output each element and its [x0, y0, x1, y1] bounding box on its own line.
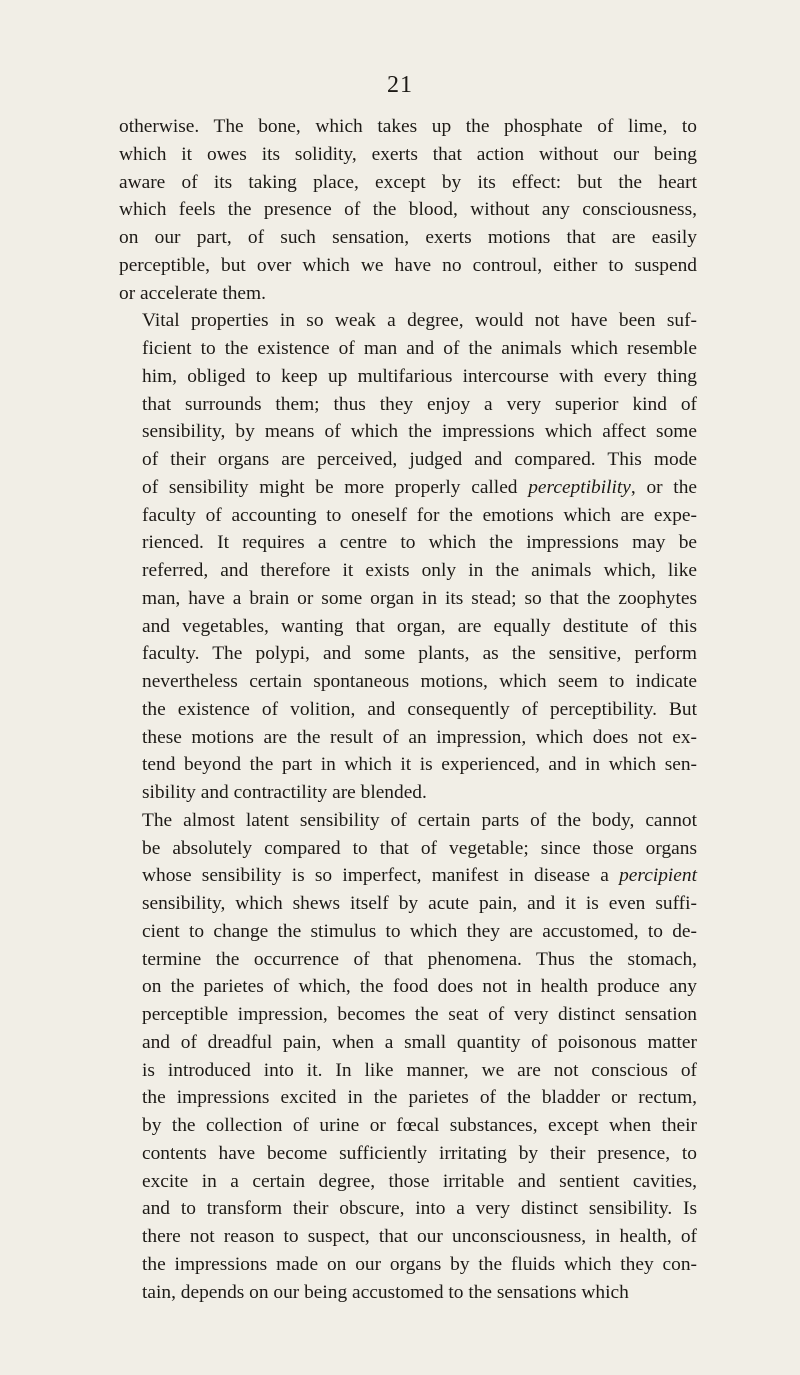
- paragraph: [119, 307, 697, 807]
- text-line: whose sensibility is so imperfect, manifest in disease a percipient: [142, 865, 697, 887]
- text-line: is introduced into it. In like manner, we are not conscious of: [142, 1059, 697, 1081]
- text-line: excite in a certain degree, those irritable and sentient cavities,: [142, 1170, 697, 1192]
- text-line: on the parietes of which, the food does not in health produce any: [142, 976, 697, 998]
- text-line: on our part, of such sensation, exerts motions that are easily: [119, 227, 697, 248]
- text-line: Vital properties in so weak a degree, would not have been suf-: [142, 310, 697, 332]
- text-line: contents have become sufficiently irritating by their presence, to: [142, 1142, 697, 1164]
- text-line: perceptible, but over which we have no controul, either to suspend: [119, 254, 697, 276]
- text-line: which it owes its solidity, exerts that action without our being: [119, 143, 697, 165]
- text-line: faculty of accounting to oneself for the emotions which are expe-: [142, 504, 697, 526]
- text-line: sibility and contractility are blended.: [142, 782, 427, 803]
- text-line: sensibility, by means of which the impressions which affect some: [142, 421, 697, 443]
- text-line: of sensibility might be more properly called perceptibility, or the: [142, 476, 697, 498]
- text-line: and of dreadful pain, when a small quantity of poisonous matter: [142, 1031, 697, 1053]
- text-line: ficient to the existence of man and of the animals which resemble: [142, 338, 697, 359]
- text-line: and to transform their obscure, into a very distinct sensibility. Is: [142, 1198, 697, 1220]
- italic-term: percipient: [619, 865, 697, 887]
- text-line: him, obliged to keep up multifarious intercourse with every thing: [142, 365, 697, 387]
- text-line: referred, and therefore it exists only in the animals which, like: [142, 560, 697, 581]
- text-line: rienced. It requires a centre to which the impressions may be: [142, 532, 697, 554]
- text-line: the impressions excited in the parietes of the bladder or rectum,: [142, 1087, 697, 1109]
- text-line: tend beyond the part in which it is experienced, and in which sen-: [142, 754, 697, 776]
- paragraph: [119, 807, 697, 1307]
- text-line: man, have a brain or some organ in its stead; so that the zoophytes: [142, 587, 697, 609]
- text-line: faculty. The polypi, and some plants, as the sensitive, perform: [142, 643, 697, 665]
- text-line: perceptible impression, becomes the seat of very distinct sensation: [142, 1004, 697, 1025]
- text-line: the impressions made on our organs by the fluids which they con-: [142, 1253, 697, 1275]
- text-line: or accelerate them.: [119, 282, 266, 304]
- text-line: tain, depends on our being accustomed to the sensations which: [142, 1281, 629, 1303]
- text-line: otherwise. The bone, which takes up the phosphate of lime, to: [119, 116, 697, 137]
- paragraph: [119, 113, 697, 307]
- text-line: cient to change the stimulus to which they are accustomed, to de-: [142, 920, 697, 942]
- text-line: be absolutely compared to that of vegetable; since those organs: [142, 837, 697, 859]
- italic-term: perceptibility: [528, 476, 631, 498]
- text-line: the existence of volition, and consequently of perceptibility. But: [142, 698, 697, 720]
- text-line: nevertheless certain spontaneous motions, which seem to indicate: [142, 671, 697, 692]
- text-line: which feels the presence of the blood, without any consciousness,: [119, 199, 697, 221]
- page-number: 21: [387, 72, 413, 98]
- text-line: of their organs are perceived, judged and compared. This mode: [142, 449, 697, 470]
- text-line: there not reason to suspect, that our unconsciousness, in health, of: [142, 1226, 697, 1247]
- text-line: aware of its taking place, except by its effect: but the heart: [119, 171, 697, 193]
- text-line: termine the occurrence of that phenomena. Thus the stomach,: [142, 948, 697, 970]
- text-line: by the collection of urine or fœcal substances, except when their: [142, 1115, 697, 1136]
- body-text: [119, 113, 697, 1306]
- text-line: sensibility, which shews itself by acute pain, and it is even suffi-: [142, 893, 697, 914]
- text-line: and vegetables, wanting that organ, are equally destitute of this: [142, 615, 697, 637]
- text-line: The almost latent sensibility of certain parts of the body, cannot: [142, 809, 697, 831]
- text-line: these motions are the result of an impression, which does not ex-: [142, 726, 697, 748]
- text-line: that surrounds them; thus they enjoy a very superior kind of: [142, 393, 697, 415]
